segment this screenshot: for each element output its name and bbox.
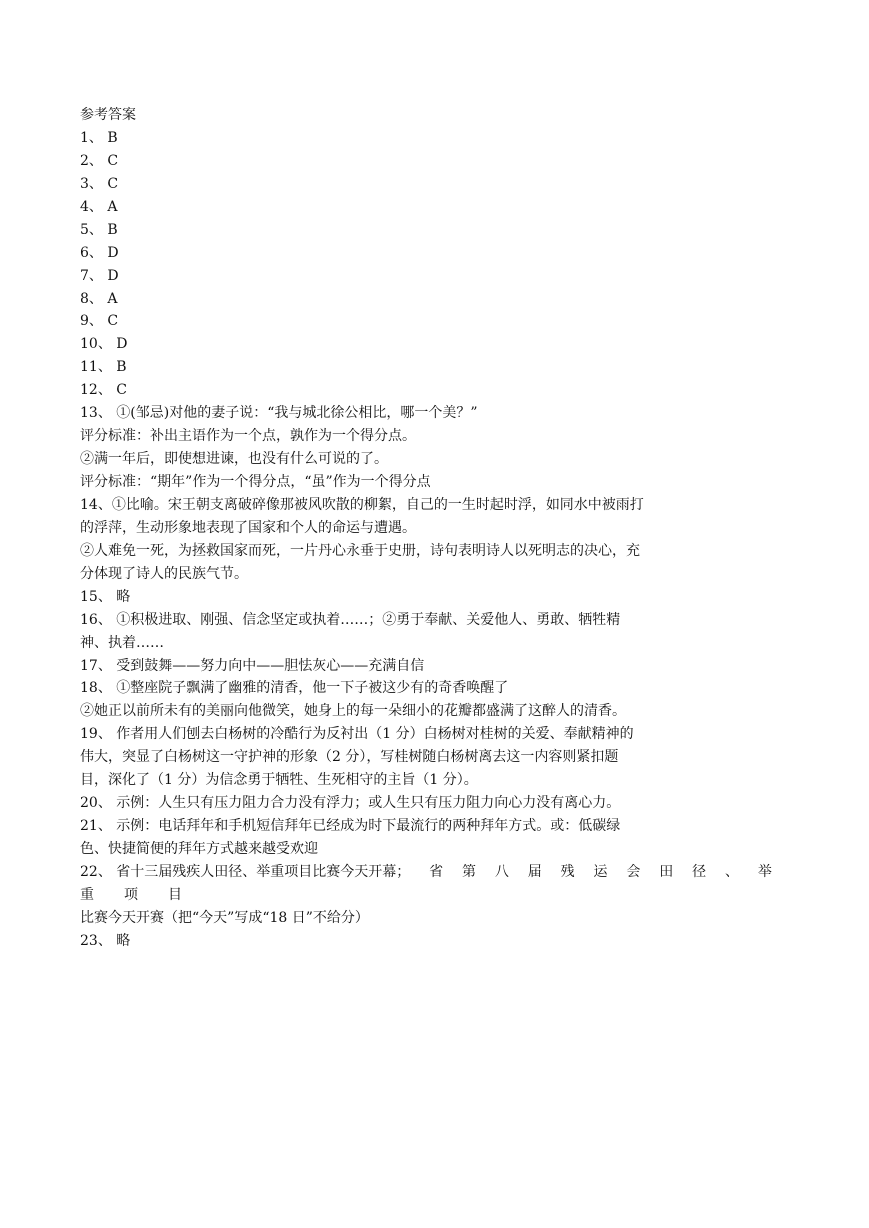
answer-line: 10、 D [80, 336, 128, 353]
answer-line: 9、 C [80, 313, 119, 330]
answer-line: 5、 B [80, 221, 118, 238]
spread-char: 会 [626, 863, 641, 880]
answer-line-22c: 比赛今天开赛（把“今天”写成“18 日”不给分） [80, 909, 369, 926]
answer-line: 14、①比喻。宋王朝支离破碎像那被风吹散的柳絮，自己的一生时起时浮，如同水中被雨打 [80, 496, 644, 513]
answer-line: 15、 略 [80, 588, 131, 605]
answer-line: 1、 B [80, 129, 118, 146]
spread-char: 八 [494, 863, 509, 880]
answer-line-23: 23、 略 [80, 932, 131, 949]
answer-line-22 [80, 861, 772, 884]
spread-char: 举 [757, 863, 772, 880]
answer-line: 8、 A [80, 290, 118, 307]
answer-line: 13、 ①(邹忌)对他的妻子说：“我与城北徐公相比，哪一个美？” [80, 405, 478, 422]
spread-char: 目 [168, 886, 182, 903]
answer-line: ②满一年后，即使想进谏，也没有什么可说的了。 [80, 451, 388, 468]
answer-line: 4、 A [80, 198, 118, 215]
spread-char: 径 [692, 863, 707, 880]
answer-line: 神、执着…… [80, 634, 164, 651]
spread-char: 运 [593, 863, 608, 880]
answer-line: 11、 B [80, 359, 127, 376]
answer-line: 16、 ①积极进取、刚强、信念坚定或执着……；②勇于奉献、关爱他人、勇敢、牺牲精 [80, 611, 621, 628]
answer-22-left: 22、 省十三届残疾人田径、举重项目比赛今天开幕； [80, 863, 411, 880]
answer-line: 色、快捷简便的拜年方式越来越受欢迎 [80, 841, 318, 857]
answer-line: ②人难免一死，为拯救国家而死，一片丹心永垂于史册，诗句表明诗人以死明志的决心，充 [80, 542, 640, 559]
answer-title: 参考答案 [80, 107, 136, 123]
spread-char: 第 [462, 863, 477, 880]
answer-line: 3、 C [80, 175, 119, 192]
answer-line: ②她正以前所未有的美丽向他微笑，她身上的每一朵细小的花瓣都盛满了这醉人的清香。 [80, 703, 626, 720]
spread-char: 省 [429, 863, 444, 880]
answer-line: 的浮萍，生动形象地表现了国家和个人的命运与遭遇。 [80, 519, 416, 536]
answer-line: 6、 D [80, 244, 119, 261]
answer-line: 目，深化了（1 分）为信念勇于牺牲、生死相守的主旨（1 分）。 [80, 772, 478, 789]
answer-line: 12、 C [80, 382, 127, 399]
spread-char: 项 [124, 886, 138, 903]
answer-line: 18、 ①整座院子飘满了幽雅的清香，他一下子被这少有的奇香唤醒了 [80, 680, 509, 697]
answer-line: 2、 C [80, 152, 119, 169]
spread-char: 届 [527, 863, 542, 880]
answer-line: 伟大，突显了白杨树这一守护神的形象（2 分），写桂树随白杨树离去这一内容则紧扣题 [80, 749, 619, 766]
spread-char: 、 [725, 863, 740, 880]
answer-line: 分体现了诗人的民族气节。 [80, 565, 248, 582]
answer-line: 19、 作者用人们刨去白杨树的冷酷行为反衬出（1 分）白杨树对桂树的关爱、奉献精神的 [80, 726, 634, 743]
answer-line: 评分标准：“期年”作为一个得分点，“虽”作为一个得分点 [80, 474, 431, 490]
answer-line: 20、 示例：人生只有压力阻力合力没有浮力；或人生只有压力阻力向心力没有离心力。 [80, 795, 621, 812]
answer-line: 7、 D [80, 267, 119, 284]
answer-line: 17、 受到鼓舞——努力向中——胆怯灰心——充满自信 [80, 657, 425, 674]
spread-char: 残 [560, 863, 575, 880]
answer-line-22b [80, 884, 780, 907]
spread-char: 田 [659, 863, 674, 880]
answer-line: 21、 示例：电话拜年和手机短信拜年已经成为时下最流行的两种拜年方式。或：低碳绿 [80, 818, 621, 835]
answer-line: 评分标准：补出主语作为一个点，孰作为一个得分点。 [80, 428, 416, 445]
spread-char: 重 [80, 886, 94, 903]
answer-document [80, 104, 780, 953]
